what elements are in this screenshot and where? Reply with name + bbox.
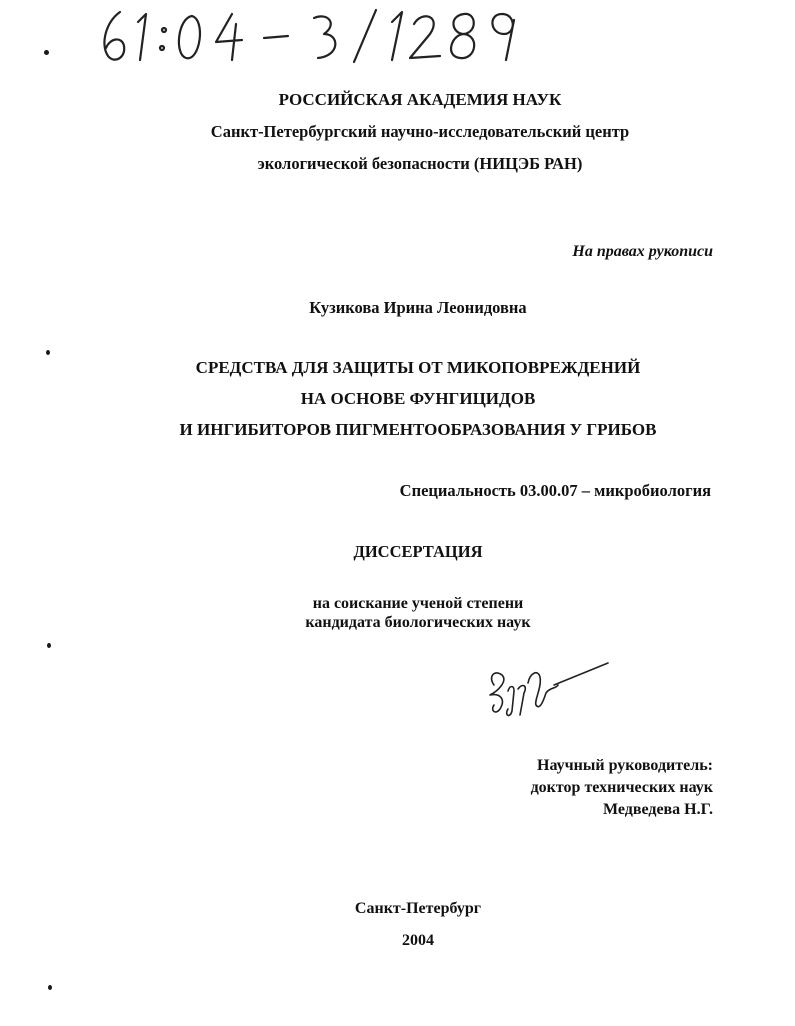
author-signature bbox=[480, 655, 610, 723]
author-name: Кузикова Ирина Леонидовна bbox=[309, 298, 527, 317]
document-type-heading: ДИССЕРТАЦИЯ bbox=[353, 542, 483, 561]
dissertation-title-line: НА ОСНОВЕ ФУНГИЦИДОВ bbox=[300, 389, 536, 408]
manuscript-rights-note: На правах рукописи bbox=[572, 243, 713, 260]
scan-speck bbox=[46, 350, 50, 355]
city: Санкт-Петербург bbox=[354, 900, 482, 917]
dissertation-title-line: СРЕДСТВА ДЛЯ ЗАЩИТЫ ОТ МИКОПОВРЕЖДЕНИЙ bbox=[195, 358, 641, 377]
dissertation-title-line: И ИНГИБИТОРОВ ПИГМЕНТООБРАЗОВАНИЯ У ГРИБОВ bbox=[179, 420, 657, 439]
supervisor-name: Медведева Н.Г. bbox=[602, 801, 713, 818]
archive-code-handwriting bbox=[92, 4, 532, 66]
supervisor-degree: доктор технических наук bbox=[530, 779, 713, 796]
supervisor-label: Научный руководитель: bbox=[537, 757, 713, 774]
research-center-name: Санкт-Петербургский научно-исследовательский центр bbox=[210, 122, 630, 141]
scan-speck bbox=[44, 50, 49, 55]
degree-line: кандидата биологических наук bbox=[305, 614, 531, 631]
specialty-line: Специальность 03.00.07 – микробиология bbox=[399, 481, 711, 500]
year: 2004 bbox=[402, 932, 434, 949]
scan-speck bbox=[48, 985, 52, 990]
degree-line: на соискание ученой степени bbox=[312, 595, 524, 612]
scan-speck bbox=[47, 643, 51, 648]
research-center-subtitle: экологической безопасности (НИЦЭБ РАН) bbox=[257, 154, 583, 173]
academy-name: РОССИЙСКАЯ АКАДЕМИЯ НАУК bbox=[278, 90, 562, 109]
